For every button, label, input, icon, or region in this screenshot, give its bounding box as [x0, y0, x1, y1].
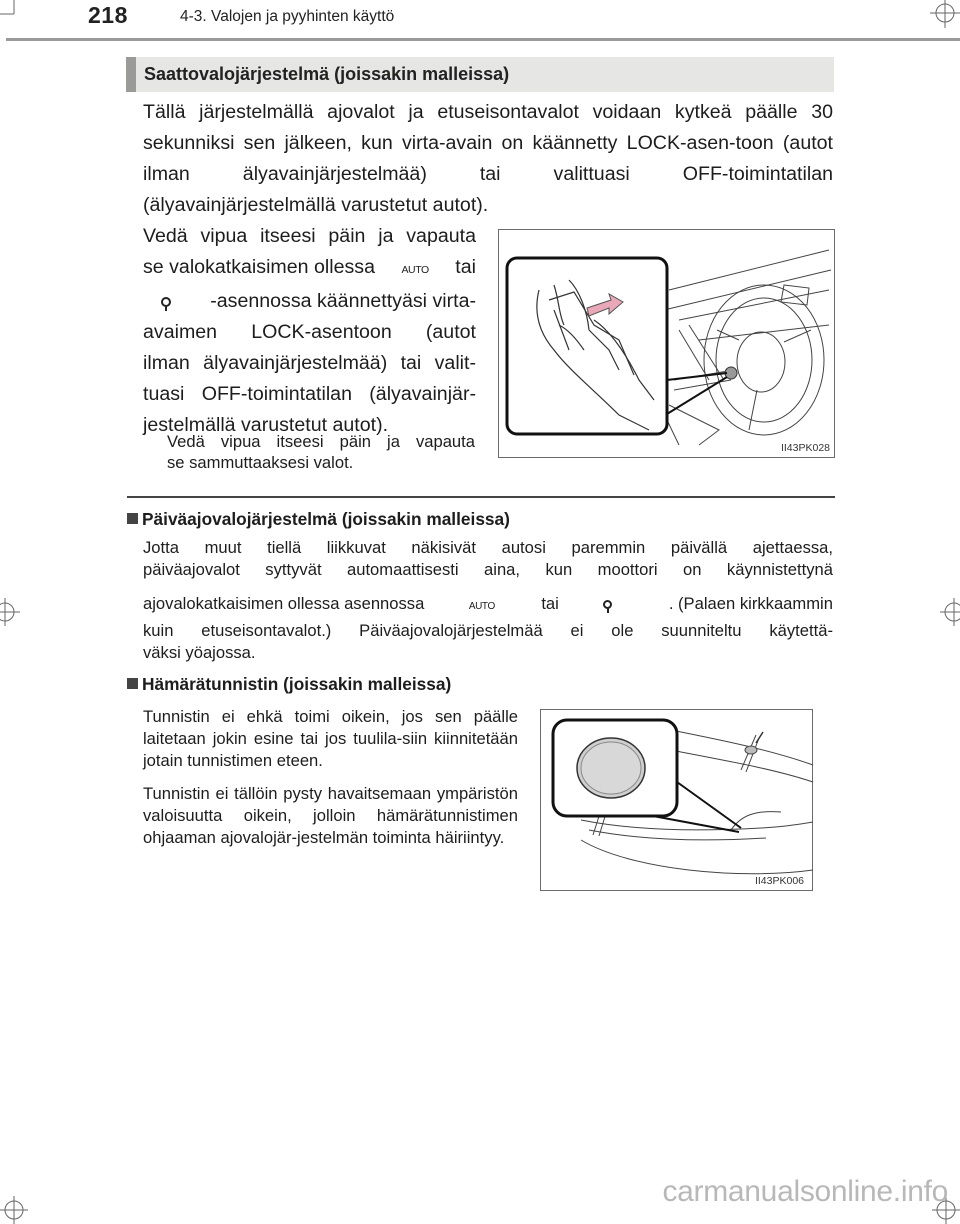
- drl-line: päiväajovalot syttyvät automaattisesti aina, kun moottori on käynnistettynä: [143, 560, 833, 579]
- lever-line: jestelmällä varustetut autot).: [143, 414, 389, 436]
- drl-paragraph: [143, 537, 833, 664]
- watermark: carmanualsonline.info: [662, 1175, 948, 1208]
- sensor-heading-text: Hämärätunnistin (joissakin malleissa): [142, 674, 452, 694]
- subsection-rule: [127, 496, 835, 498]
- lever-figure: [498, 229, 835, 458]
- crop-mark-bottom-left: [0, 1194, 30, 1224]
- lever-line-text: tai: [455, 256, 476, 278]
- headlight-icon: [161, 297, 171, 307]
- auto-glyph: AUTO: [468, 601, 495, 612]
- lever-line: ilman älyavainjärjestelmää) tai valit-: [143, 352, 476, 374]
- drl-heading: [127, 509, 510, 530]
- lever-line-text: -asennossa käännettyäsi virta-: [210, 290, 476, 312]
- drl-line-text: . (Palaen kirkkaammin: [668, 594, 833, 613]
- section-heading-box: [126, 57, 834, 92]
- crop-mark-mid-right: [938, 598, 960, 628]
- drl-line: kuin etuseisontavalot.) Päiväajovalojärjestelmää ei ole suunniteltu käytettä-: [143, 621, 833, 640]
- lever-instructions: [143, 221, 476, 441]
- drl-line-text: tai: [541, 594, 559, 613]
- square-bullet-icon: [127, 678, 138, 689]
- figure-code: II43PK006: [754, 875, 804, 887]
- drl-line-text: ajovalokatkaisimen ollessa asennossa: [143, 594, 425, 613]
- square-bullet-icon: [127, 513, 138, 524]
- drl-line: väksi yöajossa.: [143, 643, 256, 662]
- section-heading: Saattovalojärjestelmä (joissakin malleissa): [144, 64, 510, 84]
- intro-paragraph: Tällä järjestelmällä ajovalot ja etuseisontavalot voidaan kytkeä päälle 30 sekunniksi sen jälkeen, kun virta-avain on käännetty LOCK-asen-toon (autot ilman älyavainjärjestelmää) tai valittuasi OFF-toimintatilan (älyavainjärjestelmällä varustetut autot).: [143, 101, 833, 216]
- crop-mark-top-right: [930, 0, 960, 30]
- auto-glyph: AUTO: [401, 264, 429, 276]
- drl-heading-text: Päiväajovalojärjestelmä (joissakin malleissa): [142, 509, 510, 529]
- lever-line: [143, 252, 476, 286]
- lever-line: Vedä vipua itseesi päin ja vapauta: [143, 225, 476, 247]
- sensor-heading: [127, 674, 451, 695]
- drl-line: [143, 593, 833, 618]
- figure-code: II43PK028: [780, 442, 830, 454]
- lever-line-text: se valokatkaisimen ollessa: [143, 256, 375, 278]
- sensor-paragraph: Tunnistin ei tällöin pysty havaitsemaan ympäristön valoisuutta oikein, jolloin hämärätunnistimen ohjaaman ajovalojär-jestelmän toiminta häiriintyy.: [143, 784, 518, 847]
- page-number: 218: [88, 2, 128, 28]
- crop-mark-top-left: [0, 0, 30, 30]
- off-note: [167, 431, 475, 473]
- lever-illustration: [499, 230, 836, 459]
- lever-line: [143, 286, 476, 317]
- chapter-title: 4-3. Valojen ja pyyhinten käyttö: [180, 8, 395, 25]
- sensor-figure: [540, 709, 813, 891]
- sensor-text: [143, 706, 518, 860]
- drl-line: Jotta muut tiellä liikkuvat näkisivät autosi paremmin päivällä ajettaessa,: [143, 538, 833, 557]
- headlight-icon: [603, 600, 612, 609]
- crop-mark-mid-left: [0, 598, 22, 628]
- note-line: se sammuttaaksesi valot.: [167, 453, 354, 472]
- note-line: Vedä vipua itseesi päin ja vapauta: [167, 432, 475, 451]
- header-rule: [6, 38, 960, 41]
- lever-line: avaimen LOCK-asentoon (autot: [143, 321, 476, 343]
- sensor-illustration: [541, 710, 814, 892]
- lever-line: tuasi OFF-toimintatilan (älyavainjär-: [143, 383, 476, 405]
- sensor-paragraph: Tunnistin ei ehkä toimi oikein, jos sen päälle laitetaan jokin esine tai jos tuulila-siin kiinnitetään jotain tunnistimen eteen.: [143, 707, 518, 770]
